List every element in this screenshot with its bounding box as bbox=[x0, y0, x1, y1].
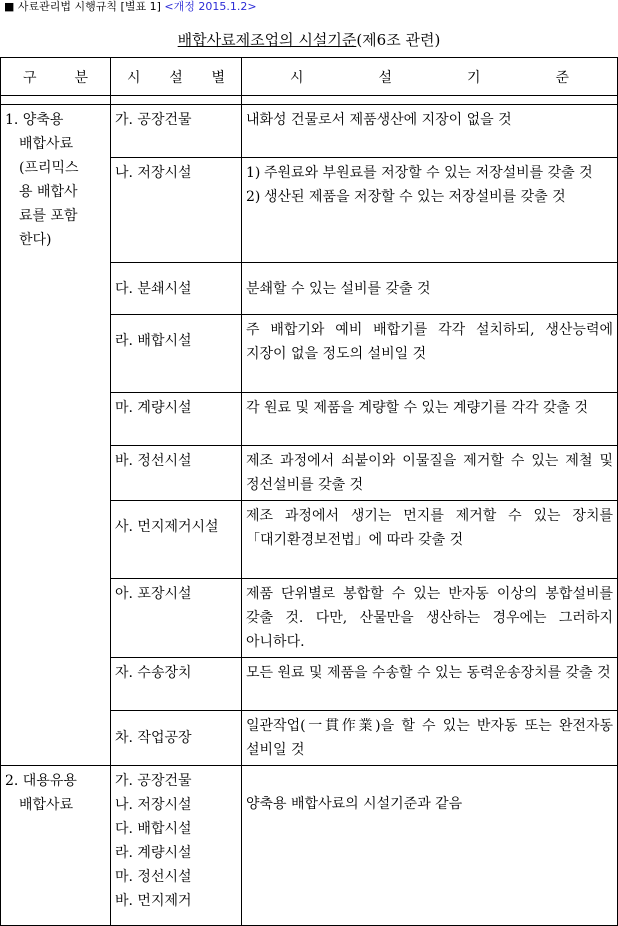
facility-label: 바. 정선시설 bbox=[111, 446, 242, 501]
law-reference-header bbox=[4, 0, 257, 14]
facility-label: 나. 저장시설 bbox=[115, 797, 192, 813]
title-main: 배합사료제조업의 시설기준 bbox=[177, 31, 357, 49]
header-category: 구 분 bbox=[1, 58, 111, 96]
square-bullet-icon: ■ bbox=[4, 0, 15, 13]
amendment-date-link[interactable]: <개정 2015.1.2> bbox=[164, 0, 257, 13]
facility-label: 가. 공장건물 bbox=[115, 773, 192, 789]
standard-text: 제조 과정에서 쇠붙이와 이물질을 제거할 수 있는 제철 및 정선설비를 갖출 것 bbox=[242, 446, 618, 501]
standard-item: 1) 주원료와 부원료를 저장할 수 있는 저장설비를 갖출 것 bbox=[246, 165, 593, 181]
standard-text: 내화성 건물로서 제품생산에 지장이 없을 것 bbox=[242, 105, 618, 158]
facility-label: 라. 계량시설 bbox=[115, 845, 192, 861]
facility-label: 다. 배합시설 bbox=[115, 821, 192, 837]
table-header-row bbox=[1, 58, 618, 96]
facility-label: 가. 공장건물 bbox=[111, 105, 242, 158]
standard-item: 2) 생산된 제품을 저장할 수 있는 저장설비를 갖출 것 bbox=[246, 189, 566, 205]
facility-list bbox=[111, 766, 242, 926]
table-row bbox=[1, 105, 618, 158]
header-standard: 시 설 기 준 bbox=[242, 58, 618, 96]
facility-label: 바. 먼지제거 bbox=[115, 893, 192, 909]
standard-text: 각 원료 및 제품을 계량할 수 있는 계량기를 각각 갖출 것 bbox=[242, 393, 618, 446]
table-row bbox=[1, 766, 618, 926]
facility-label: 다. 분쇄시설 bbox=[111, 263, 242, 315]
standard-text: 일관작업(一貫作業)을 할 수 있는 반자동 또는 완전자동 설비일 것 bbox=[242, 711, 618, 766]
facility-label: 아. 포장시설 bbox=[111, 579, 242, 658]
standard-text: 제품 단위별로 봉합할 수 있는 반자동 이상의 봉합설비를 갖출 것. 다만, 산물만을 생산하는 경우에는 그러하지 아니하다. bbox=[242, 579, 618, 658]
standard-text: 분쇄할 수 있는 설비를 갖출 것 bbox=[242, 263, 618, 315]
standard-text bbox=[242, 158, 618, 263]
standard-text: 주 배합기와 예비 배합기를 각각 설치하되, 생산능력에 지장이 없을 정도의 설비일 것 bbox=[242, 315, 618, 393]
facility-label: 사. 먼지제거시설 bbox=[111, 501, 242, 579]
law-reference: 사료관리법 시행규칙 [별표 1] bbox=[17, 0, 161, 13]
category-livestock-feed: 1. 양축용 배합사료 (프리믹스 용 배합사 료를 포함 한다) bbox=[1, 105, 111, 766]
facility-label: 차. 작업공장 bbox=[111, 711, 242, 766]
standard-text: 양축용 배합사료의 시설기준과 같음 bbox=[242, 766, 618, 926]
header-spacer-row bbox=[1, 96, 618, 105]
facility-label: 마. 계량시설 bbox=[111, 393, 242, 446]
facility-label: 자. 수송장치 bbox=[111, 658, 242, 711]
header-facility: 시 설 별 bbox=[111, 58, 242, 96]
title-suffix: (제6조 관련) bbox=[356, 31, 441, 49]
page-title bbox=[0, 31, 618, 49]
facility-label: 나. 저장시설 bbox=[111, 158, 242, 263]
category-milk-replacer: 2. 대용유용 배합사료 bbox=[1, 766, 111, 926]
facility-standards-table bbox=[0, 57, 618, 926]
facility-label: 라. 배합시설 bbox=[111, 315, 242, 393]
standard-text: 모든 원료 및 제품을 수송할 수 있는 동력운송장치를 갖출 것 bbox=[242, 658, 618, 711]
standard-text: 제조 과정에서 생기는 먼지를 제거할 수 있는 장치를 「대기환경보전법」에 따라 갖출 것 bbox=[242, 501, 618, 579]
facility-label: 마. 정선시설 bbox=[115, 869, 192, 885]
